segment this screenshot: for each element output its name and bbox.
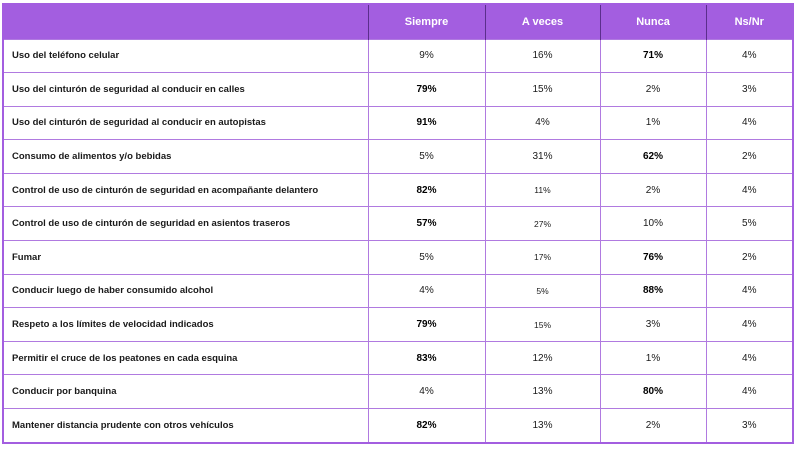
row-label: Conducir luego de haber consumido alcohol [4,274,368,308]
cell-value: 12% [485,341,600,375]
cell-value: 2% [706,140,792,174]
cell-value: 16% [485,39,600,73]
row-label: Mantener distancia prudente con otros vehículos [4,409,368,443]
cell-value: 83% [368,341,485,375]
cell-value: 13% [485,375,600,409]
row-label: Uso del cinturón de seguridad al conducir en calles [4,73,368,107]
survey-table [4,5,792,442]
table-row [4,341,792,375]
cell-value: 3% [600,308,706,342]
cell-value: 82% [368,409,485,443]
cell-value: 91% [368,106,485,140]
cell-value: 27% [485,207,600,241]
cell-value: 79% [368,73,485,107]
row-label: Conducir por banquina [4,375,368,409]
cell-value: 5% [368,241,485,275]
table-header [4,5,792,39]
cell-value: 3% [706,409,792,443]
cell-value: 4% [706,39,792,73]
header-row [4,5,792,39]
cell-value: 5% [485,274,600,308]
row-label: Control de uso de cinturón de seguridad en acompañante delantero [4,173,368,207]
table-row [4,173,792,207]
cell-value: 62% [600,140,706,174]
cell-value: 3% [706,73,792,107]
cell-value: 9% [368,39,485,73]
cell-value: 15% [485,308,600,342]
cell-value: 4% [706,106,792,140]
cell-value: 10% [600,207,706,241]
table-row [4,39,792,73]
table-row [4,274,792,308]
row-label: Consumo de alimentos y/o bebidas [4,140,368,174]
row-label: Uso del teléfono celular [4,39,368,73]
cell-value: 4% [706,173,792,207]
cell-value: 1% [600,341,706,375]
table-row [4,73,792,107]
cell-value: 4% [706,308,792,342]
cell-value: 4% [485,106,600,140]
cell-value: 4% [368,274,485,308]
cell-value: 79% [368,308,485,342]
cell-value: 80% [600,375,706,409]
cell-value: 31% [485,140,600,174]
cell-value: 88% [600,274,706,308]
table-row [4,106,792,140]
cell-value: 4% [706,375,792,409]
cell-value: 57% [368,207,485,241]
header-cell-siempre: Siempre [368,5,485,39]
row-label: Control de uso de cinturón de seguridad en asientos traseros [4,207,368,241]
header-cell-a-veces: A veces [485,5,600,39]
header-cell-nunca: Nunca [600,5,706,39]
cell-value: 1% [600,106,706,140]
row-label: Permitir el cruce de los peatones en cada esquina [4,341,368,375]
row-label: Respeto a los límites de velocidad indicados [4,308,368,342]
table-row [4,241,792,275]
cell-value: 2% [706,241,792,275]
row-label: Uso del cinturón de seguridad al conducir en autopistas [4,106,368,140]
cell-value: 2% [600,173,706,207]
cell-value: 4% [368,375,485,409]
cell-value: 2% [600,73,706,107]
cell-value: 2% [600,409,706,443]
table-row [4,140,792,174]
cell-value: 5% [368,140,485,174]
cell-value: 15% [485,73,600,107]
table-row [4,308,792,342]
cell-value: 4% [706,274,792,308]
table-row [4,207,792,241]
cell-value: 71% [600,39,706,73]
table-row [4,375,792,409]
cell-value: 76% [600,241,706,275]
row-label: Fumar [4,241,368,275]
header-cell-ns-nr: Ns/Nr [706,5,792,39]
cell-value: 4% [706,341,792,375]
table-body [4,39,792,442]
cell-value: 5% [706,207,792,241]
cell-value: 82% [368,173,485,207]
cell-value: 17% [485,241,600,275]
cell-value: 13% [485,409,600,443]
survey-table-frame [2,3,794,444]
header-cell-label [4,5,368,39]
cell-value: 11% [485,173,600,207]
table-row [4,409,792,443]
